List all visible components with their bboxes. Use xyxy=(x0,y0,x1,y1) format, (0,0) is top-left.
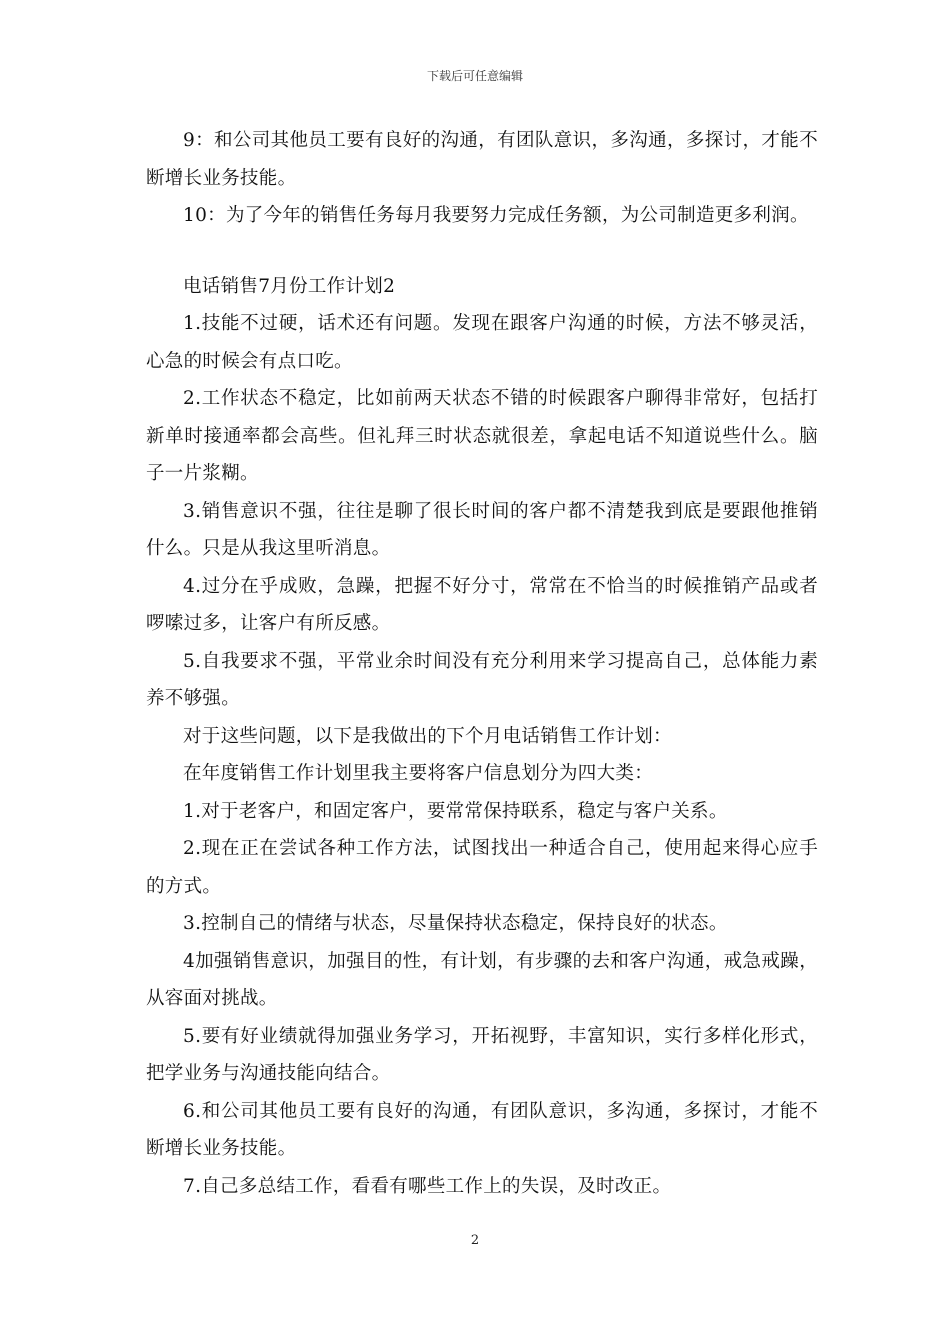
problem-item-4: 4.过分在乎成败，急躁，把握不好分寸，常常在不恰当的时候推销产品或者啰嗦过多，让客户有所反感。 xyxy=(146,575,818,634)
plan-item-3: 3.控制自己的情绪与状态，尽量保持状态稳定，保持良好的状态。 xyxy=(183,913,728,934)
plan-item-5: 5.要有好业绩就得加强业务学习，开拓视野，丰富知识，实行多样化形式，把学业务与沟通技能向结合。 xyxy=(146,1025,818,1084)
section-heading: 电话销售7月份工作计划2 xyxy=(183,275,396,297)
plan-item-1: 1.对于老客户，和固定客户，要常常保持联系，稳定与客户关系。 xyxy=(183,800,728,822)
page-number: 2 xyxy=(470,1233,480,1248)
plan-item-7: 7.自己多总结工作，看看有哪些工作上的失误，及时改正。 xyxy=(183,1175,672,1197)
paragraph-item-10: 10：为了今年的销售任务每月我要努力完成任务额，为公司制造更多利润。 xyxy=(183,205,809,226)
problem-item-2: 2.工作状态不稳定，比如前两天状态不错的时候跟客户聊得非常好，包括打新单时接通率都会高些。但礼拜三时状态就很差，拿起电话不知道说些什么。脑子一片浆糊。 xyxy=(146,388,818,484)
plan-item-4: 4加强销售意识，加强目的性，有计划，有步骤的去和客户沟通，戒急戒躁，从容面对挑战。 xyxy=(146,950,818,1009)
section-gap xyxy=(146,235,818,268)
problem-item-1: 1.技能不过硬，话术还有问题。发现在跟客户沟通的时候，方法不够灵活，心急的时候会有点口吃。 xyxy=(146,313,818,372)
paragraph-item-9: 9：和公司其他员工要有良好的沟通，有团队意识，多沟通，多探讨，才能不断增长业务技能。 xyxy=(146,130,818,189)
plan-classification: 在年度销售工作计划里我主要将客户信息划分为四大类： xyxy=(183,763,654,784)
page-header: 下载后可任意编辑 xyxy=(426,69,523,83)
plan-intro: 对于这些问题，以下是我做出的下个月电话销售工作计划： xyxy=(183,725,672,747)
document-body xyxy=(146,122,818,1205)
problem-item-5: 5.自我要求不强，平常业余时间没有充分利用来学习提高自己，总体能力素养不够强。 xyxy=(146,650,818,709)
problem-item-3: 3.销售意识不强，往往是聊了很长时间的客户都不清楚我到底是要跟他推销什么。只是从我这里听消息。 xyxy=(146,500,818,559)
plan-item-6: 6.和公司其他员工要有良好的沟通，有团队意识，多沟通，多探讨，才能不断增长业务技能。 xyxy=(146,1100,818,1159)
plan-item-2: 2.现在正在尝试各种工作方法，试图找出一种适合自己，使用起来得心应手的方式。 xyxy=(146,838,818,897)
